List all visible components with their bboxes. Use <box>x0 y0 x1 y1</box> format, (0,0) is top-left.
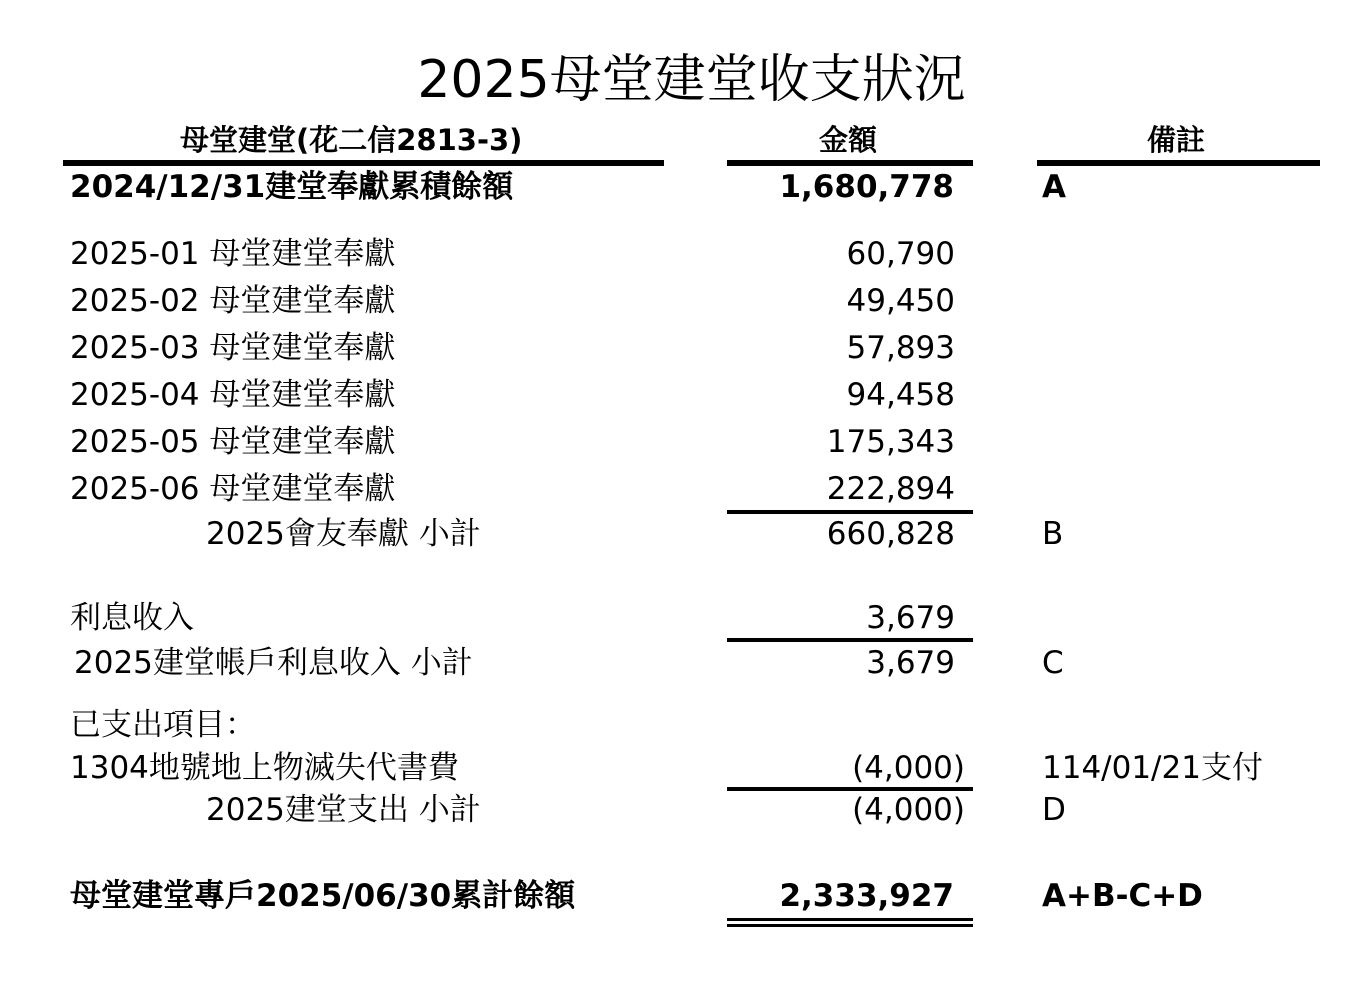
closing-balance-label: 母堂建堂專戶2025/06/30累計餘額 <box>70 878 576 914</box>
donation-row-amount: 222,894 <box>826 471 955 507</box>
donation-row-amount: 60,790 <box>846 236 955 272</box>
column-header-note: 備註 <box>1147 123 1206 157</box>
interest-amount: 3,679 <box>866 600 955 636</box>
expense-note: 114/01/21支付 <box>1042 750 1263 786</box>
donation-row-amount: 175,343 <box>826 424 955 460</box>
closing-balance-amount: 2,333,927 <box>779 878 954 914</box>
interest-subtotal-label: 2025建堂帳戶利息收入 小計 <box>74 645 473 681</box>
interest-label: 利息收入 <box>70 600 194 636</box>
donation-row-amount: 57,893 <box>846 330 955 366</box>
expenses-heading: 已支出項目： <box>70 707 256 743</box>
page-title: 2025母堂建堂收支狀況 <box>417 50 966 110</box>
header-rule-note <box>1037 160 1320 166</box>
donation-row-label: 2025-02 母堂建堂奉獻 <box>70 283 396 319</box>
column-header-item: 母堂建堂(花二信2813-3) <box>180 123 523 157</box>
column-header-amount: 金額 <box>819 123 878 157</box>
donation-row-label: 2025-04 母堂建堂奉獻 <box>70 377 396 413</box>
expense-subtotal-amount: (4,000) <box>852 792 965 828</box>
interest-subtotal-amount: 3,679 <box>866 645 955 681</box>
donation-subtotal-label: 2025會友奉獻 小計 <box>206 516 481 552</box>
donation-row-amount: 94,458 <box>846 377 955 413</box>
donation-row-label: 2025-03 母堂建堂奉獻 <box>70 330 396 366</box>
interest-subtotal-note: C <box>1042 645 1064 681</box>
donation-row-label: 2025-06 母堂建堂奉獻 <box>70 471 396 507</box>
closing-balance-note: A+B-C+D <box>1042 878 1203 914</box>
double-rule-top <box>727 918 973 921</box>
opening-balance-label: 2024/12/31建堂奉獻累積餘額 <box>70 169 514 205</box>
expense-subtotal-label: 2025建堂支出 小計 <box>206 792 481 828</box>
donation-subtotal-amount: 660,828 <box>826 516 955 552</box>
expense-subtotal-note: D <box>1042 792 1066 828</box>
opening-balance-amount: 1,680,778 <box>779 169 954 205</box>
donation-row-label: 2025-05 母堂建堂奉獻 <box>70 424 396 460</box>
donation-row-amount: 49,450 <box>846 283 955 319</box>
double-rule-bottom <box>727 924 973 927</box>
expense-label: 1304地號地上物滅失代書費 <box>70 750 459 786</box>
donation-subtotal-note: B <box>1042 516 1064 552</box>
donation-row-label: 2025-01 母堂建堂奉獻 <box>70 236 396 272</box>
expense-amount: (4,000) <box>852 750 965 786</box>
opening-balance-note: A <box>1042 169 1066 205</box>
